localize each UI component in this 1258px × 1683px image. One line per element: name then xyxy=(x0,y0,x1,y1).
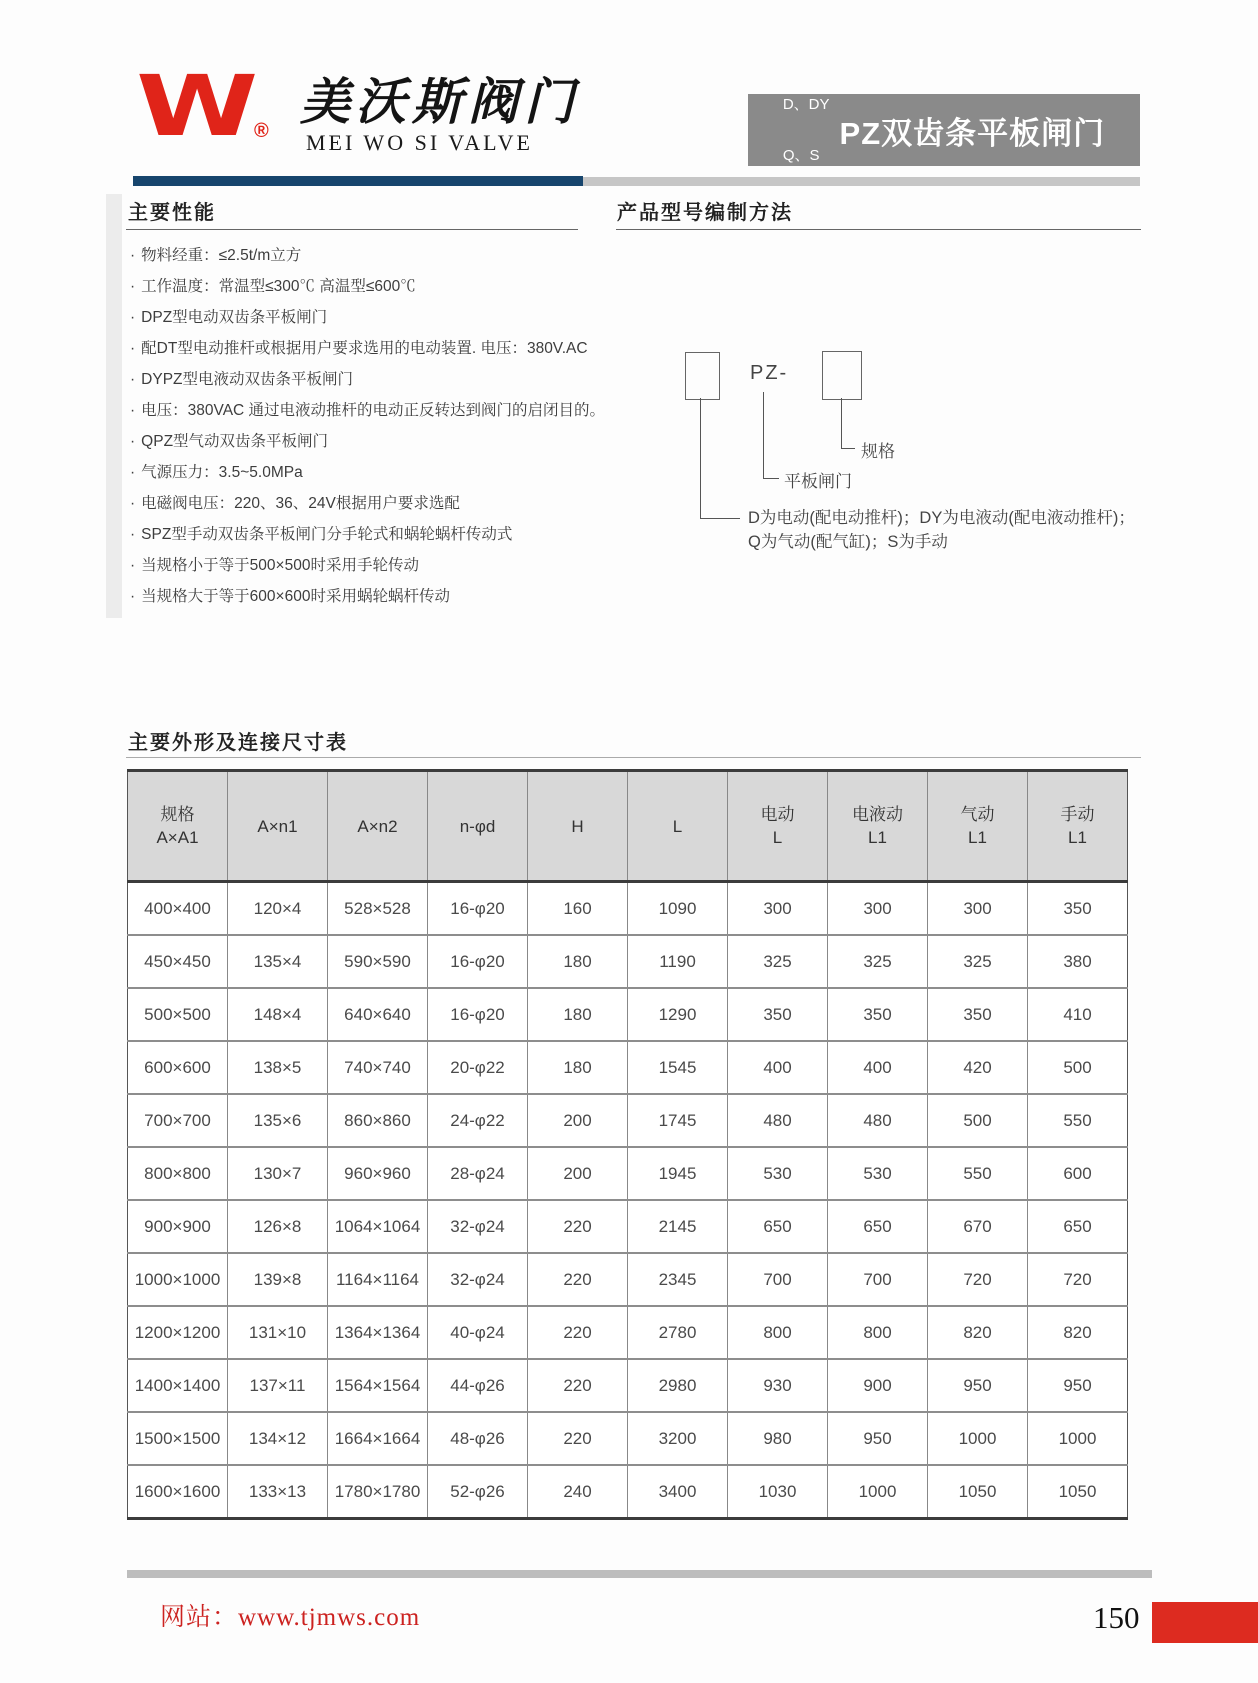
table-cell: 120×4 xyxy=(228,882,328,936)
table-cell: 1000 xyxy=(828,1465,928,1519)
table-cell: 650 xyxy=(728,1200,828,1253)
table-cell: 1190 xyxy=(628,935,728,988)
table-cell: 130×7 xyxy=(228,1147,328,1200)
table-cell: 138×5 xyxy=(228,1041,328,1094)
table-cell: 600 xyxy=(1028,1147,1128,1200)
table-cell: 1050 xyxy=(928,1465,1028,1519)
table-cell: 135×6 xyxy=(228,1094,328,1147)
table-row xyxy=(128,1253,1128,1306)
table-cell: 220 xyxy=(528,1412,628,1465)
performance-section-title: 主要性能 xyxy=(128,202,216,224)
model-prefix-codes: D、DY Q、S xyxy=(782,96,830,164)
performance-item: · 工作温度：常温型≤300℃ 高温型≤600℃ xyxy=(130,278,416,295)
brand-name-chinese: 美沃斯阀门 xyxy=(300,72,580,131)
table-cell: 650 xyxy=(1028,1200,1128,1253)
table-cell: 16-φ20 xyxy=(428,882,528,936)
table-row xyxy=(128,1200,1128,1253)
drive-type-note: D为电动(配电动推杆)；DY为电液动(配电液动推杆)； Q为气动(配气缸)；S为手动 xyxy=(748,509,1135,551)
registered-trademark-icon: ® xyxy=(254,120,269,142)
table-cell: 670 xyxy=(928,1200,1028,1253)
performance-item: · 气源压力：3.5~5.0MPa xyxy=(130,464,303,481)
table-cell: 740×740 xyxy=(328,1041,428,1094)
table-cell: 137×11 xyxy=(228,1359,328,1412)
performance-item: · SPZ型手动双齿条平板闸门分手轮式和蜗轮蜗杆传动式 xyxy=(130,526,513,543)
table-cell: 325 xyxy=(928,935,1028,988)
bullet-icon: · xyxy=(130,433,136,450)
table-cell: 200 xyxy=(528,1147,628,1200)
spec-label: 规格 xyxy=(861,442,895,461)
dimension-table xyxy=(127,769,1128,1520)
table-cell: 960×960 xyxy=(328,1147,428,1200)
bullet-icon: · xyxy=(130,247,136,264)
table-cell: 16-φ20 xyxy=(428,988,528,1041)
table-cell: 1664×1664 xyxy=(328,1412,428,1465)
table-cell: 1164×1164 xyxy=(328,1253,428,1306)
table-cell: 48-φ26 xyxy=(428,1412,528,1465)
table-title-rule xyxy=(126,757,1141,758)
table-cell: 139×8 xyxy=(228,1253,328,1306)
column-header: n-φd xyxy=(428,771,528,882)
table-cell: 325 xyxy=(728,935,828,988)
diagram-line xyxy=(700,518,740,519)
column-header: 气动 L1 xyxy=(928,771,1028,882)
product-title-banner xyxy=(748,94,1140,166)
table-row xyxy=(128,1412,1128,1465)
table-cell: 550 xyxy=(1028,1094,1128,1147)
column-header: A×n1 xyxy=(228,771,328,882)
table-cell: 220 xyxy=(528,1306,628,1359)
table-cell: 28-φ24 xyxy=(428,1147,528,1200)
table-cell: 300 xyxy=(828,882,928,936)
table-cell: 180 xyxy=(528,935,628,988)
table-cell: 1400×1400 xyxy=(128,1359,228,1412)
table-cell: 180 xyxy=(528,988,628,1041)
table-row xyxy=(128,988,1128,1041)
table-cell: 1545 xyxy=(628,1041,728,1094)
bullet-icon: · xyxy=(130,588,136,605)
table-cell: 500 xyxy=(928,1094,1028,1147)
table-cell: 2980 xyxy=(628,1359,728,1412)
table-cell: 800 xyxy=(728,1306,828,1359)
table-cell: 40-φ24 xyxy=(428,1306,528,1359)
table-cell: 528×528 xyxy=(328,882,428,936)
table-cell: 720 xyxy=(928,1253,1028,1306)
margin-strip xyxy=(106,194,122,618)
table-cell: 860×860 xyxy=(328,1094,428,1147)
table-cell: 135×4 xyxy=(228,935,328,988)
diagram-line xyxy=(763,392,764,478)
model-method-section-title: 产品型号编制方法 xyxy=(617,202,793,224)
table-cell: 450×450 xyxy=(128,935,228,988)
performance-item: · DYPZ型电液动双齿条平板闸门 xyxy=(130,371,354,388)
table-row xyxy=(128,1094,1128,1147)
bullet-icon: · xyxy=(130,340,136,357)
table-cell: 900×900 xyxy=(128,1200,228,1253)
table-cell: 1064×1064 xyxy=(328,1200,428,1253)
footer-divider-bar xyxy=(127,1570,1152,1578)
table-cell: 2145 xyxy=(628,1200,728,1253)
company-logo xyxy=(136,58,296,158)
table-cell: 16-φ20 xyxy=(428,935,528,988)
table-cell: 950 xyxy=(828,1412,928,1465)
table-cell: 133×13 xyxy=(228,1465,328,1519)
table-cell: 52-φ26 xyxy=(428,1465,528,1519)
table-cell: 220 xyxy=(528,1200,628,1253)
table-cell: 600×600 xyxy=(128,1041,228,1094)
table-cell: 950 xyxy=(928,1359,1028,1412)
table-cell: 800×800 xyxy=(128,1147,228,1200)
table-cell: 1050 xyxy=(1028,1465,1128,1519)
model-method-title-rule xyxy=(616,229,1141,230)
table-cell: 200 xyxy=(528,1094,628,1147)
diagram-line xyxy=(763,478,779,479)
table-section-title: 主要外形及连接尺寸表 xyxy=(128,732,348,754)
table-cell: 1745 xyxy=(628,1094,728,1147)
performance-item: · 电磁阀电压：220、36、24V根据用户要求选配 xyxy=(130,495,460,512)
table-cell: 650 xyxy=(828,1200,928,1253)
table-cell: 325 xyxy=(828,935,928,988)
table-cell: 700 xyxy=(728,1253,828,1306)
table-cell: 3400 xyxy=(628,1465,728,1519)
performance-item: · 当规格小于等于500×500时采用手轮传动 xyxy=(130,557,419,574)
bullet-icon: · xyxy=(130,371,136,388)
bullet-icon: · xyxy=(130,402,136,419)
model-diagram-spec-box xyxy=(822,351,862,400)
table-cell: 410 xyxy=(1028,988,1128,1041)
performance-list xyxy=(130,240,620,612)
table-cell: 32-φ24 xyxy=(428,1200,528,1253)
table-row xyxy=(128,1041,1128,1094)
table-cell: 1564×1564 xyxy=(328,1359,428,1412)
table-cell: 1600×1600 xyxy=(128,1465,228,1519)
table-cell: 1500×1500 xyxy=(128,1412,228,1465)
table-cell: 350 xyxy=(928,988,1028,1041)
table-cell: 20-φ22 xyxy=(428,1041,528,1094)
table-cell: 720 xyxy=(1028,1253,1128,1306)
bullet-icon: · xyxy=(130,495,136,512)
table-cell: 300 xyxy=(728,882,828,936)
table-cell: 820 xyxy=(1028,1306,1128,1359)
table-cell: 480 xyxy=(828,1094,928,1147)
table-cell: 550 xyxy=(928,1147,1028,1200)
table-cell: 44-φ26 xyxy=(428,1359,528,1412)
model-diagram-drive-box xyxy=(685,352,720,400)
column-header: 手动 L1 xyxy=(1028,771,1128,882)
table-cell: 24-φ22 xyxy=(428,1094,528,1147)
table-cell: 400 xyxy=(828,1041,928,1094)
table-cell: 220 xyxy=(528,1359,628,1412)
table-row xyxy=(128,1306,1128,1359)
performance-item: · 物料经重：≤2.5t/m立方 xyxy=(130,247,302,264)
performance-item: · QPZ型气动双齿条平板闸门 xyxy=(130,433,329,450)
table-cell: 1000 xyxy=(1028,1412,1128,1465)
table-cell: 590×590 xyxy=(328,935,428,988)
table-cell: 1000 xyxy=(928,1412,1028,1465)
bullet-icon: · xyxy=(130,464,136,481)
header-blue-bar xyxy=(133,176,583,186)
table-cell: 1030 xyxy=(728,1465,828,1519)
table-cell: 420 xyxy=(928,1041,1028,1094)
table-cell: 180 xyxy=(528,1041,628,1094)
table-cell: 350 xyxy=(728,988,828,1041)
table-cell: 820 xyxy=(928,1306,1028,1359)
column-header: 规格 A×A1 xyxy=(128,771,228,882)
bullet-icon: · xyxy=(130,526,136,543)
table-cell: 131×10 xyxy=(228,1306,328,1359)
performance-item: · 当规格大于等于600×600时采用蜗轮蜗杆传动 xyxy=(130,588,450,605)
bullet-icon: · xyxy=(130,557,136,574)
table-cell: 1290 xyxy=(628,988,728,1041)
bullet-icon: · xyxy=(130,309,136,326)
table-cell: 400 xyxy=(728,1041,828,1094)
page-number: 150 xyxy=(1093,1600,1140,1635)
table-cell: 32-φ24 xyxy=(428,1253,528,1306)
table-cell: 1000×1000 xyxy=(128,1253,228,1306)
table-cell: 1945 xyxy=(628,1147,728,1200)
table-cell: 350 xyxy=(828,988,928,1041)
table-cell: 980 xyxy=(728,1412,828,1465)
performance-title-rule xyxy=(126,229,578,230)
table-cell: 380 xyxy=(1028,935,1128,988)
table-row xyxy=(128,1359,1128,1412)
performance-item: · 电压：380VAC 通过电液动推杆的电动正反转达到阀门的启闭目的。 xyxy=(130,402,606,419)
table-cell: 2780 xyxy=(628,1306,728,1359)
table-cell: 134×12 xyxy=(228,1412,328,1465)
page-number-red-block xyxy=(1152,1602,1258,1643)
table-cell: 500×500 xyxy=(128,988,228,1041)
table-cell: 220 xyxy=(528,1253,628,1306)
performance-item: · DPZ型电动双齿条平板闸门 xyxy=(130,309,328,326)
table-cell: 160 xyxy=(528,882,628,936)
table-cell: 350 xyxy=(1028,882,1128,936)
table-cell: 950 xyxy=(1028,1359,1128,1412)
table-row xyxy=(128,935,1128,988)
table-cell: 1364×1364 xyxy=(328,1306,428,1359)
table-cell: 2345 xyxy=(628,1253,728,1306)
table-cell: 3200 xyxy=(628,1412,728,1465)
column-header: 电动 L xyxy=(728,771,828,882)
table-cell: 700×700 xyxy=(128,1094,228,1147)
diagram-line xyxy=(841,448,855,449)
header-gray-bar xyxy=(583,177,1140,186)
table-cell: 530 xyxy=(828,1147,928,1200)
table-cell: 300 xyxy=(928,882,1028,936)
product-title: PZ双齿条平板闸门 xyxy=(839,115,1106,151)
performance-item: · 配DT型电动推杆或根据用户要求选用的电动装置. 电压：380V.AC xyxy=(130,340,588,357)
table-cell: 126×8 xyxy=(228,1200,328,1253)
table-cell: 700 xyxy=(828,1253,928,1306)
table-cell: 240 xyxy=(528,1465,628,1519)
table-cell: 500 xyxy=(1028,1041,1128,1094)
website-url: 网站：www.tjmws.com xyxy=(160,1604,421,1631)
brand-name-english: MEI WO SI VALVE xyxy=(306,130,533,155)
table-row xyxy=(128,882,1128,936)
table-cell: 1090 xyxy=(628,882,728,936)
table-cell: 400×400 xyxy=(128,882,228,936)
table-cell: 148×4 xyxy=(228,988,328,1041)
table-row xyxy=(128,1465,1128,1519)
table-cell: 900 xyxy=(828,1359,928,1412)
table-cell: 930 xyxy=(728,1359,828,1412)
model-diagram-pz-label: PZ- xyxy=(750,362,789,384)
table-cell: 1200×1200 xyxy=(128,1306,228,1359)
diagram-line xyxy=(841,398,842,448)
column-header: L xyxy=(628,771,728,882)
table-header xyxy=(128,771,1128,882)
table-cell: 640×640 xyxy=(328,988,428,1041)
table-cell: 1780×1780 xyxy=(328,1465,428,1519)
table-cell: 800 xyxy=(828,1306,928,1359)
column-header: A×n2 xyxy=(328,771,428,882)
column-header: H xyxy=(528,771,628,882)
table-row xyxy=(128,1147,1128,1200)
table-cell: 530 xyxy=(728,1147,828,1200)
bullet-icon: · xyxy=(130,278,136,295)
table-cell: 480 xyxy=(728,1094,828,1147)
column-header: 电液动 L1 xyxy=(828,771,928,882)
logo-w-icon: W xyxy=(136,57,254,155)
diagram-line xyxy=(700,398,701,518)
plate-gate-label: 平板闸门 xyxy=(784,472,852,491)
